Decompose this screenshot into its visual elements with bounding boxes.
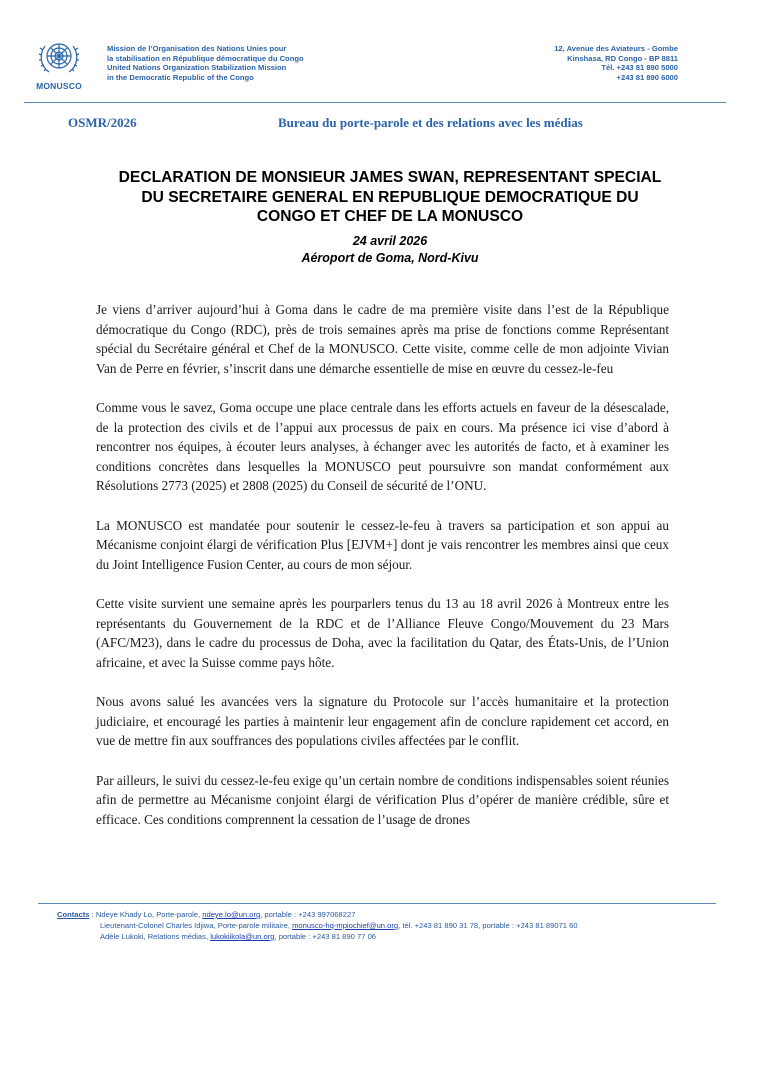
mission-name: Mission de l’Organisation des Nations Unies pour la stabilisation en République démocratique du Congo United Nations Organization Stabilization Mission in the Democratic Republic of the Congo <box>107 44 304 82</box>
email-link[interactable]: lukokiikola@un.org <box>210 932 275 941</box>
paragraph: Comme vous le savez, Goma occupe une place centrale dans les efforts actuels en faveur de la désescalade, de la protection des civils et de l’appui aux processus de paix en cours. Ma présence ici vise d’abord à rencontrer nos équipes, à écouter leurs analyses, à échanger avec les autorités de facto, et à examiner les conditions concrètes dans lesquelles la MONUSCO peut poursuivre son mandat conformément aux Résolutions 2773 (2025) et 2808 (2025) du Conseil de sécurité de l’ONU. <box>96 400 669 493</box>
paragraph: Je viens d’arriver aujourd’hui à Goma dans le cadre de ma première visite dans l’est de la République démocratique du Congo (RDC), près de trois semaines après ma prise de fonctions comme Représentant spécial du Secrétaire général et Chef de la MONUSCO. Cette visite, comme celle de mon adjointe Vivian Van de Perre en février, s’inscrit dans une démarche essentielle de mise en œuvre du cessez-le-feu <box>96 302 669 376</box>
email-link[interactable]: monusco-hq-mpiochief@un.org <box>292 921 399 930</box>
contact-line: Contacts : Ndeye Khady Lo, Porte-parole, ndeye.lo@un.org, portable : +243 997068227 <box>57 910 356 919</box>
logo-label: MONUSCO <box>36 81 82 91</box>
paragraph: Par ailleurs, le suivi du cessez-le-feu exige qu’un certain nombre de conditions indispensables soient réunies afin de permettre au Mécanisme conjoint élargi de vérification Plus d’opérer de manière crédible, sûre et efficace. Ces conditions comprennent la cessation de l’usage de drones <box>96 772 669 827</box>
contacts-label: Contacts <box>57 910 90 919</box>
email-link[interactable]: ndeye.lo@un.org <box>202 910 261 919</box>
declaration-title: DECLARATION DE MONSIEUR JAMES SWAN, REPRESENTANT SPECIAL DU SECRETAIRE GENERAL EN REPUBLIQUE DEMOCRATIQUE DU CONGO ET CHEF DE LA MONUSCO <box>118 169 662 225</box>
paragraph: La MONUSCO est mandatée pour soutenir le cessez-le-feu à travers sa participation et son appui au Mécanisme conjoint élargi de vérification Plus [EJVM+] dont je vais rencontrer les membres ainsi que ceux du Joint Intelligence Fusion Center, au cours de mon séjour. <box>96 517 669 572</box>
declaration-date: 24 avril 2026 <box>352 234 428 248</box>
office-name: Bureau du porte-parole et des relations avec les médias <box>278 115 583 130</box>
paragraph: Cette visite survient une semaine après les pourparlers tenus du 13 au 18 avril 2026 à Montreux entre les représentants du Gouvernement de la RDC et de l’Alliance Fleuve Congo/Mouvement du 23 Mars (AFC/M23), dans le cadre du processus de Doha, avec la facilitation du Qatar, des États-Unis, de l’Union africaine, et avec la Suisse comme pays hôte. <box>96 596 669 670</box>
statement-body <box>96 300 669 849</box>
paragraph: Nous avons salué les avancées vers la signature du Protocole sur l’accès humanitaire et la protection judiciaire, et encouragé les parties à maintenir leur engagement afin de conclure rapidement cet accord, en vue de mettre fin aux souffrances des populations civiles affectées par le conflit. <box>96 694 669 748</box>
header-divider <box>24 102 726 103</box>
document-reference: OSMR/2026 <box>68 115 137 130</box>
contact-line: Lieutenant-Colonel Charles Idjiwa, Porte-parole militaire, monusco-hq-mpiochief@un.org, tél. +243 81 890 31 78, portable : +243 81 89071 60 <box>100 921 578 930</box>
declaration-place: Aéroport de Goma, Nord-Kivu <box>301 251 479 265</box>
mission-address: 12, Avenue des Aviateurs - Gombe Kinshasa, RD Congo - BP 8811 Tél. +243 81 890 5000 +243 81 890 6000 <box>554 44 678 82</box>
footer-divider <box>38 903 716 904</box>
contact-line: Adèle Lukoki, Relations médias, lukokiikola@un.org, portable : +243 81 890 77 06 <box>100 932 377 941</box>
contacts-block <box>57 909 578 942</box>
